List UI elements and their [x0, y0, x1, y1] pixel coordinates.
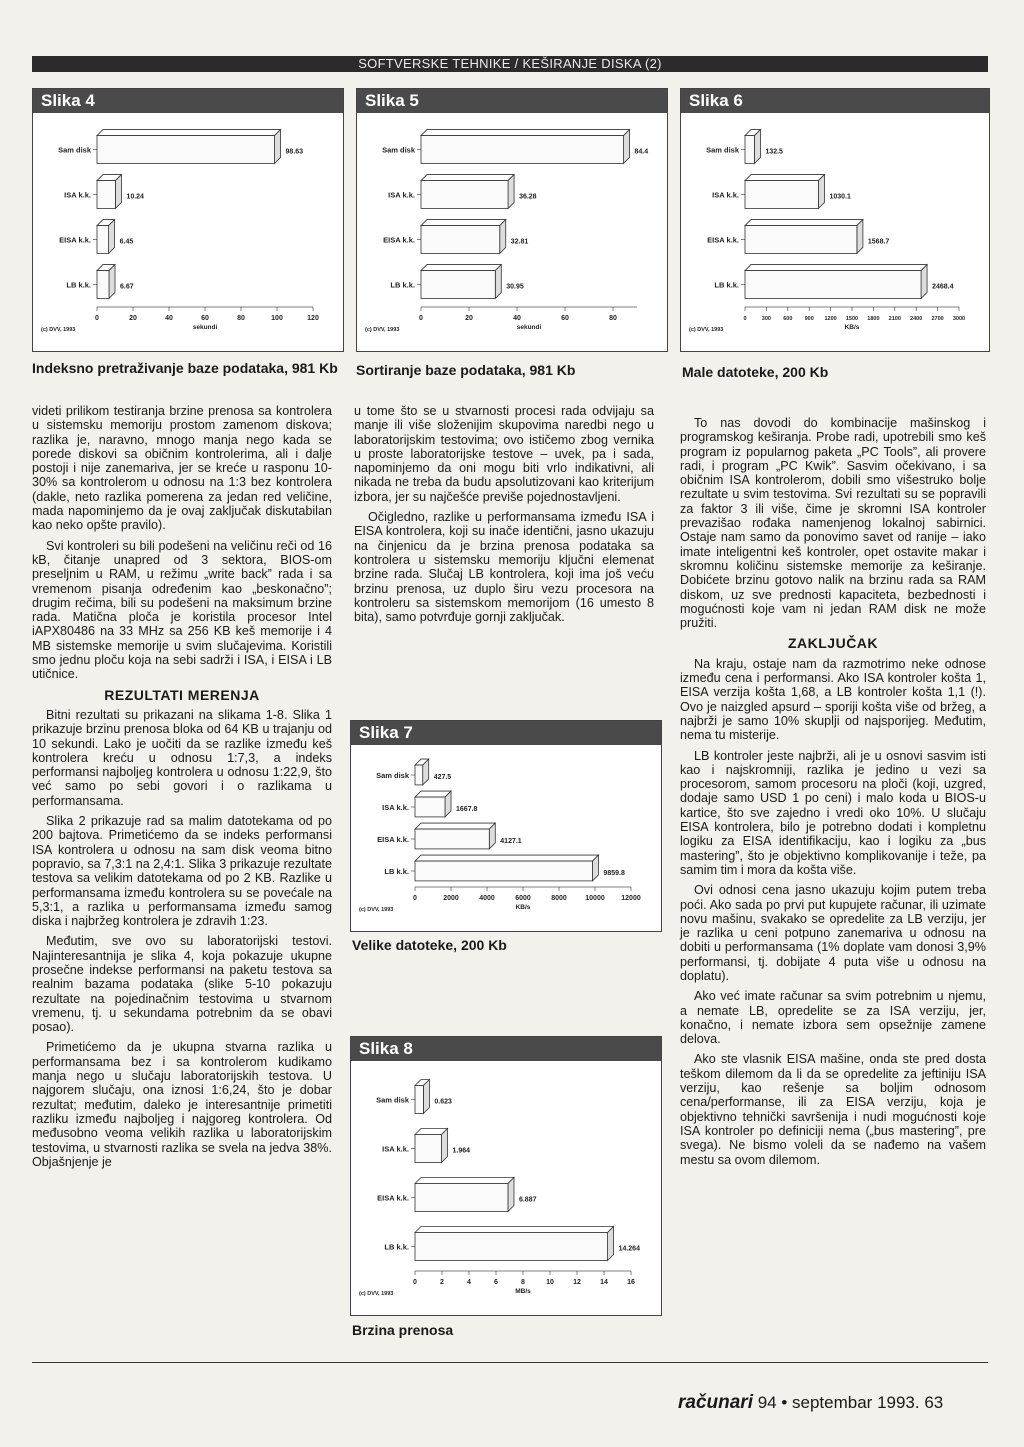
- paragraph: LB kontroler jeste najbrži, ali je u osnovi sasvim isti kao i najskromniji, razlika je jedino u vezi sa procesorom, samom procesoru na ploči (koji, uzgred, dodaje samo USD 1 po ceni) i malo koda u BIOS-u kartice, što sve zajedno i vredi oko 10%. U slučaju EISA kontrolera, bilo je potrebno dodati i kompletnu logiku za EISA identifikaciju, kao i logiku za „bus mastering”, što je objektivno komplikovanije i teže, pa samim tim i mora da košta više.: [680, 748, 986, 877]
- bar: [745, 271, 921, 299]
- figure-title: Slika 4: [33, 89, 343, 113]
- paragraph: Ovi odnosi cena jasno ukazuju kojim putem treba poći. Ako sada po prvi put kupujete računar, ili uzimate novu mašinu, svakako se opredelite za LB verziju, jer je razlika u ceni potpuno zanemariva u odnosu na dobiti u performansama (1% doplate vam donosi 3,9% performansi, tj. dobijate 4 puta više u odnosu na doplatu).: [680, 883, 986, 983]
- x-tick-label: 300: [761, 316, 771, 322]
- x-tick-label: 1500: [845, 316, 859, 322]
- bar: [415, 829, 489, 849]
- x-tick-label: 2700: [931, 316, 944, 322]
- category-label: LB k.k.: [66, 280, 91, 290]
- copyright-label: (c) DVV, 1993: [359, 1291, 394, 1297]
- bar: [415, 861, 592, 881]
- chart-6: [681, 113, 989, 351]
- paragraph: Ako ste vlasnik EISA mašine, onda ste pred dosta teškom dilemom da li da se opredelite za jeftiniju ISA verziju, kao rešenje sa boljim odnosom cena/performanse, ili za EISA verziju, koja je objektivno tehnički savršenija i nudi mogućnosti koje ISA kontroler po definiciji nema („bus mastering”, pre svega). Ne bismo voleli da se nađemo na vašem mestu sa ovom dilemom.: [680, 1052, 986, 1167]
- x-tick-label: 4: [467, 1279, 471, 1286]
- section-heading: ZAKLJUČAK: [787, 635, 879, 652]
- paragraph: Bitni rezultati su prikazani na slikama 1-8. Slika 1 prikazuje brzinu prenosa bloka od 64 KB u trajanju od 10 sekundi. Lako je uočiti da se razlike između keš kontrolera kreću u odnosu 1:7,3, a indeks performansi najboljeg kontrolera u odnosu 1:22,9, što već samo po sebi govori i o razlikama u performansama.: [32, 707, 332, 808]
- bar-side-face: [608, 1227, 614, 1261]
- text-column-2: [354, 404, 654, 630]
- x-tick-label: 60: [201, 315, 209, 322]
- x-tick-label: 0: [95, 315, 99, 322]
- x-tick-label: 0: [743, 316, 747, 322]
- paragraph: To nas dovodi do kombinacije mašinskog i programskog keširanja. Probe radi, upotrebili smo keš program iz popularnog paketa „PC Tools”, ali provere radi, i program „PC Kwik”. Sasvim očekivano, i sa običnim ISA kontrolerom, dobili smo višestruko bolje rezultate u svim testovima. Svi rezultati su se popravili za faktor 3 ili više, čime je skromni ISA kontroler prevazišao rođaka namenjenog lokalnoj sabirnici. Ostaje nam samo da ponovimo savet od ranije – iako imate inteligentni keš kontroler, opet ostavite makar i skromnu količinu sistemske memorije za keširanje. Dobićete brzinu gotovo nalik na brzinu rada sa RAM diskom, uz sve prednosti kapaciteta, bezbednosti i mogućnosti koje vam ni jedan RAM disk ne može pružiti.: [680, 416, 986, 631]
- x-tick-label: 12: [573, 1279, 581, 1286]
- data-label: 98.63: [285, 148, 304, 156]
- bar-side-face: [115, 175, 121, 209]
- paragraph: videti prilikom testiranja brzine prenosa sa kontrolera u sistemsku memoriju prostom zamenom diskova; razlika je, naravno, mnogo manja nego kada se porede diskovi sa običnim kontrolerima, ali i dalje postoji i nije zanemariva, jer se kreće u rasponu 10-30% sa kontrolerom u odnosu na 1:3 bez kontrolera (dakle, neto razlika pomerena za jedan red veličine, mada napominjemo da je ovaj zaključak diskutabilan kao neko opšte pravilo).: [32, 404, 332, 533]
- paragraph: u tome što se u stvarnosti procesi rada odvijaju sa manje ili više složenijim skupovima naredbi nego u laboratorijskim testovima; ovo ističemo zbog vernika u proste laboratorijske testove – uvek, pa i sada, napominjemo da oni mogu biti vrlo indikativni, ali nikada ne treba da budu apsolutizovani kao kriterijum izbora, jer su najčešće previše pojednostavljeni.: [354, 404, 654, 504]
- bar-top-face: [97, 130, 281, 136]
- figure-4: [32, 88, 344, 352]
- data-label: 6.887: [518, 1196, 537, 1204]
- category-label: ISA k.k.: [382, 1144, 409, 1154]
- paragraph: Svi kontroleri su bili podešeni na veličinu reči od 16 kB, čitanje unapred od 3 sektora, BIOS-om preseljnim u RAM, u režimu „write back” rada i sa vremenom pisanja određenim kao „beskonačno”; drugim rečima, bili su podešeni na maksimum brzine rada. Matična ploča je koristila procesor Intel iAPX80486 na 33 MHz sa 256 KB keš memorije i 4 MB sistemske memorije u svim slučajevima. Koristili smo jednu ploču koja na sebi sadrži i ISA, i EISA i LB utičnice.: [32, 538, 332, 682]
- bar-side-face: [508, 1178, 514, 1212]
- bar-side-face: [624, 130, 630, 164]
- category-label: Sam disk: [376, 1095, 409, 1105]
- x-axis-label: KB/s: [515, 904, 531, 911]
- x-tick-label: 6: [494, 1279, 498, 1286]
- bar: [421, 271, 495, 299]
- data-label: 0.623: [434, 1098, 452, 1106]
- category-label: Sam disk: [58, 145, 91, 155]
- x-tick-label: 0: [419, 315, 423, 322]
- x-tick-label: 120: [307, 315, 319, 322]
- figure-title: Slika 5: [357, 89, 667, 113]
- x-tick-label: 40: [513, 315, 521, 322]
- figure-7: [350, 720, 662, 932]
- x-tick-label: 4000: [479, 895, 495, 902]
- figure-8: [350, 1036, 662, 1316]
- data-label: 4127.1: [500, 838, 522, 845]
- bar: [97, 181, 115, 209]
- data-label: 427.5: [433, 774, 452, 781]
- section-header: SOFTVERSKE TEHNIKE / KEŠIRANJE DISKA (2): [32, 56, 988, 72]
- x-tick-label: 3000: [952, 316, 966, 322]
- x-tick-label: 0: [413, 895, 417, 902]
- footer-rule: [32, 1362, 988, 1363]
- paragraph: Očigledno, razlike u performansama između ISA i EISA kontrolera, koji su inače identični, jasno ukazuju na činjenicu da je brzina prenosa podataka sa kontrolera u sistemsku memoriju ključni elemenat brzine rada. Slučaj LB kontrolera, koji ima još veću brzinu prenosa, uz duplo širu vezu procesora na kontroleru sa sistemskom memorijom (16 umesto 8 bita), samo potvrđuje gornji zaključak.: [354, 510, 654, 625]
- bar: [415, 797, 445, 817]
- figure-6: [680, 88, 990, 352]
- chart-4: [33, 113, 343, 351]
- bar-side-face: [109, 265, 115, 299]
- bar-side-face: [754, 130, 760, 164]
- data-label: 14.264: [618, 1245, 640, 1253]
- bar: [421, 181, 508, 209]
- paragraph: Primetićemo da je ukupna stvarna razlika u performansama bez i sa kontrolerom kudikamo manja nego u slučaju laboratorijskih testova. U najgorem slučaju, ona iznosi 1:6,24, što je dobar rezultat; međutim, daleko je interesantnije primetiti razliku između najboljeg i najgoreg kontrolera. Od međusobno veoma velikih razlika u laboratorijskim testovima, u stvarnosti razlika se svela na jedva 38%. Objašnjenje je: [32, 1040, 332, 1169]
- bar-side-face: [275, 130, 281, 164]
- bar-top-face: [415, 1178, 514, 1184]
- data-label: 6.45: [119, 238, 134, 246]
- category-label: ISA k.k.: [388, 190, 415, 200]
- bar: [415, 1086, 423, 1114]
- data-label: 36.28: [519, 193, 537, 201]
- copyright-label: (c) DVV, 1993: [365, 327, 400, 333]
- figure-5-caption: Sortiranje baze podataka, 981 Kb: [356, 362, 576, 378]
- bar-side-face: [500, 220, 506, 254]
- x-axis-label: sekundi: [192, 324, 218, 331]
- figure-title: Slika 6: [681, 89, 989, 113]
- bar-side-face: [857, 220, 863, 254]
- bar-side-face: [818, 175, 824, 209]
- x-tick-label: 100: [271, 315, 283, 322]
- x-tick-label: 2000: [443, 895, 459, 902]
- bar-side-face: [442, 1129, 448, 1163]
- category-label: EISA k.k.: [383, 235, 415, 245]
- x-tick-label: 20: [465, 315, 473, 322]
- category-label: LB k.k.: [384, 1242, 409, 1252]
- bar-top-face: [421, 175, 514, 181]
- category-label: EISA k.k.: [59, 235, 91, 245]
- bar-top-face: [421, 220, 506, 226]
- paragraph: Slika 2 prikazuje rad sa malim datotekama od po 200 bajtova. Primetićemo da se indeks performansi ISA kontrolera u odnosu na sam disk veoma bitno popravio, sa 7,3:1 na 2,4:1. Slika 3 prikazuje rezultate testova sa velikim datotekama od po 2 KB. Razlike u performansama između kontrolera su se povećale na 5,3:1, a razlika u performansama između samog diska i najbržeg kontrolera je zdravih 1:23.: [32, 814, 332, 929]
- category-label: Sam disk: [376, 771, 409, 780]
- copyright-label: (c) DVV, 1993: [359, 907, 394, 913]
- bar: [415, 1135, 442, 1163]
- bar: [745, 136, 754, 164]
- x-tick-label: 2100: [888, 316, 901, 322]
- bar-top-face: [745, 175, 824, 181]
- data-label: 30.95: [506, 283, 524, 291]
- bar: [421, 136, 624, 164]
- category-label: Sam disk: [706, 145, 739, 155]
- bar-top-face: [745, 220, 863, 226]
- figure-4-caption: Indeksno pretraživanje baze podataka, 981 Kb: [32, 360, 338, 376]
- x-tick-label: 8000: [551, 895, 567, 902]
- issue-info: 94 • septembar 1993. 63: [757, 1393, 944, 1412]
- data-label: 6.67: [120, 283, 134, 291]
- x-tick-label: 16: [627, 1279, 635, 1286]
- figure-6-caption: Male datoteke, 200 Kb: [682, 364, 829, 380]
- section-heading: REZULTATI MERENJA: [104, 686, 260, 703]
- bar: [97, 136, 275, 164]
- x-tick-label: 60: [561, 315, 569, 322]
- figure-5: [356, 88, 668, 352]
- bar: [745, 226, 857, 254]
- bar-side-face: [508, 175, 514, 209]
- data-label: 84.4: [634, 148, 649, 156]
- data-label: 1568.7: [867, 238, 890, 246]
- category-label: EISA k.k.: [377, 1193, 409, 1203]
- paragraph: Međutim, sve ovo su laboratorijski testovi. Najinteresantnija je slika 4, koja pokazuje ukupne prosečne indekse performansi na paketu testova sa realnim bazama podataka (slike 5-10 pokazuju rezultate na pojedinačnim testovima u stvarnom vremenu, tj. u sekundama potrebnim da se obavi posao).: [32, 934, 332, 1035]
- x-tick-label: 8: [521, 1279, 525, 1286]
- bar: [415, 765, 423, 785]
- magazine-name: računari: [678, 1392, 753, 1413]
- x-tick-label: 80: [237, 315, 245, 322]
- x-tick-label: 6000: [515, 895, 531, 902]
- copyright-label: (c) DVV, 1993: [689, 327, 724, 333]
- x-axis-label: sekundi: [516, 324, 542, 331]
- x-tick-label: 10000: [585, 895, 605, 902]
- figure-title: Slika 7: [351, 721, 661, 745]
- page-footer: [678, 1392, 943, 1414]
- bar-side-face: [423, 1080, 429, 1114]
- x-tick-label: 2400: [910, 316, 923, 322]
- data-label: 32.81: [510, 238, 529, 246]
- category-label: LB k.k.: [714, 280, 739, 290]
- text-column-3: [680, 416, 986, 1173]
- bar-top-face: [421, 130, 630, 136]
- bar-top-face: [421, 265, 501, 271]
- category-label: EISA k.k.: [377, 835, 409, 844]
- data-label: 132.5: [765, 148, 783, 156]
- category-label: ISA k.k.: [712, 190, 739, 200]
- bar: [97, 271, 109, 299]
- chart-5: [357, 113, 667, 351]
- bar-side-face: [109, 220, 115, 254]
- text-column-1: [32, 404, 332, 1175]
- category-label: LB k.k.: [390, 280, 415, 290]
- x-axis-label: KB/s: [844, 324, 860, 331]
- paragraph: Na kraju, ostaje nam da razmotrimo neke odnose između cena i performansi. Ako ISA kontroler košta 1, EISA verzija košta 1,68, a LB kontroler košta 1,1 (!). Ovo je naizgled apsurd – sporiji košta više od bržeg, a najbrži je samo 10% skuplji od najsporijeg. Međutim, nema tu misterije.: [680, 656, 986, 743]
- x-tick-label: 40: [165, 315, 173, 322]
- bar-top-face: [745, 265, 927, 271]
- chart-7: [351, 745, 661, 931]
- bar: [421, 226, 500, 254]
- data-label: 9859.8: [603, 870, 625, 877]
- copyright-label: (c) DVV, 1993: [41, 327, 76, 333]
- bar-side-face: [921, 265, 927, 299]
- data-label: 1030.1: [829, 193, 851, 201]
- x-tick-label: 80: [609, 315, 617, 322]
- data-label: 2468.4: [932, 283, 954, 291]
- x-tick-label: 600: [783, 316, 793, 322]
- bar-top-face: [415, 855, 598, 861]
- x-tick-label: 1800: [867, 316, 880, 322]
- bar: [415, 1233, 608, 1261]
- figure-8-caption: Brzina prenosa: [352, 1322, 454, 1338]
- figure-7-caption: Velike datoteke, 200 Kb: [352, 937, 507, 953]
- x-tick-label: 0: [413, 1279, 417, 1286]
- x-tick-label: 2: [440, 1279, 444, 1286]
- data-label: 1667.8: [456, 806, 478, 813]
- x-tick-label: 20: [129, 315, 137, 322]
- x-tick-label: 10: [546, 1279, 554, 1286]
- bar-top-face: [415, 1227, 614, 1233]
- category-label: ISA k.k.: [64, 190, 91, 200]
- category-label: Sam disk: [382, 145, 415, 155]
- x-axis-label: MB/s: [515, 1288, 531, 1295]
- x-tick-label: 14: [600, 1279, 608, 1286]
- data-label: 1.964: [452, 1147, 471, 1155]
- category-label: EISA k.k.: [707, 235, 739, 245]
- paragraph: Ako već imate računar sa svim potrebnim u njemu, a nemate LB, opredelite se za ISA verziju, jer, konačno, i nemate izbora sem opsežnije zamene delova.: [680, 989, 986, 1047]
- x-tick-label: 12000: [621, 895, 641, 902]
- bar: [97, 226, 109, 254]
- bar: [745, 181, 818, 209]
- bar-top-face: [415, 823, 495, 829]
- chart-8: [351, 1061, 661, 1315]
- bar-side-face: [495, 265, 501, 299]
- x-tick-label: 900: [804, 316, 814, 322]
- category-label: LB k.k.: [384, 867, 409, 876]
- figure-title: Slika 8: [351, 1037, 661, 1061]
- data-label: 10.24: [126, 193, 144, 201]
- bar: [415, 1184, 508, 1212]
- category-label: ISA k.k.: [382, 803, 409, 812]
- x-tick-label: 1200: [824, 316, 837, 322]
